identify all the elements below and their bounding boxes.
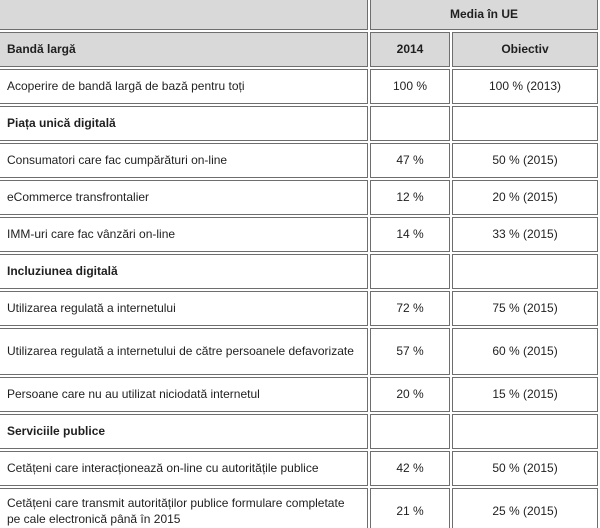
value-2014: 47 % bbox=[370, 143, 450, 178]
value-2014: 57 % bbox=[370, 328, 450, 375]
value-obiectiv: 20 % (2015) bbox=[452, 180, 598, 215]
table-row bbox=[0, 488, 598, 528]
group-header-row bbox=[0, 0, 598, 30]
indicator-label: Utilizarea regulată a internetului de către persoanele defavorizate bbox=[0, 328, 368, 375]
value-2014: 14 % bbox=[370, 217, 450, 252]
indicator-label: eCommerce transfrontalier bbox=[0, 180, 368, 215]
table-row bbox=[0, 451, 598, 486]
indicator-label: IMM-uri care fac vânzări on-line bbox=[0, 217, 368, 252]
column-header-2014: 2014 bbox=[370, 32, 450, 67]
table-row bbox=[0, 377, 598, 412]
value-2014: 72 % bbox=[370, 291, 450, 326]
section-row bbox=[0, 106, 598, 141]
table-row bbox=[0, 217, 598, 252]
value-2014: 100 % bbox=[370, 69, 450, 104]
value-obiectiv: 15 % (2015) bbox=[452, 377, 598, 412]
value-2014: 20 % bbox=[370, 377, 450, 412]
value-obiectiv: 100 % (2013) bbox=[452, 69, 598, 104]
group-header-media-in-ue: Media în UE bbox=[370, 0, 598, 30]
value-2014 bbox=[370, 414, 450, 449]
corner-cell bbox=[0, 0, 368, 30]
value-obiectiv: 25 % (2015) bbox=[452, 488, 598, 528]
value-2014 bbox=[370, 106, 450, 141]
value-2014 bbox=[370, 254, 450, 289]
table-row bbox=[0, 180, 598, 215]
column-header-obiectiv: Obiectiv bbox=[452, 32, 598, 67]
table-row bbox=[0, 291, 598, 326]
indicator-label: Acoperire de bandă largă de bază pentru toți bbox=[0, 69, 368, 104]
table-row bbox=[0, 328, 598, 375]
value-obiectiv bbox=[452, 414, 598, 449]
indicator-label: Cetățeni care transmit autorităților publice formulare completate pe cale electronică până în 2015 bbox=[0, 488, 368, 528]
value-obiectiv: 75 % (2015) bbox=[452, 291, 598, 326]
value-obiectiv: 50 % (2015) bbox=[452, 451, 598, 486]
section-label: Incluziunea digitală bbox=[0, 254, 368, 289]
value-obiectiv bbox=[452, 254, 598, 289]
section-header-banda-larga: Bandă largă bbox=[0, 32, 368, 67]
column-header-row bbox=[0, 32, 598, 67]
value-2014: 21 % bbox=[370, 488, 450, 528]
value-obiectiv: 33 % (2015) bbox=[452, 217, 598, 252]
indicator-label: Cetățeni care interacționează on-line cu autoritățile publice bbox=[0, 451, 368, 486]
section-row bbox=[0, 414, 598, 449]
table-row bbox=[0, 69, 598, 104]
section-label: Serviciile publice bbox=[0, 414, 368, 449]
value-obiectiv bbox=[452, 106, 598, 141]
indicator-label: Persoane care nu au utilizat niciodată internetul bbox=[0, 377, 368, 412]
value-2014: 42 % bbox=[370, 451, 450, 486]
section-label: Piața unică digitală bbox=[0, 106, 368, 141]
indicator-label: Utilizarea regulată a internetului bbox=[0, 291, 368, 326]
indicator-label: Consumatori care fac cumpărături on-line bbox=[0, 143, 368, 178]
value-obiectiv: 60 % (2015) bbox=[452, 328, 598, 375]
value-obiectiv: 50 % (2015) bbox=[452, 143, 598, 178]
section-row bbox=[0, 254, 598, 289]
value-2014: 12 % bbox=[370, 180, 450, 215]
table-row bbox=[0, 143, 598, 178]
